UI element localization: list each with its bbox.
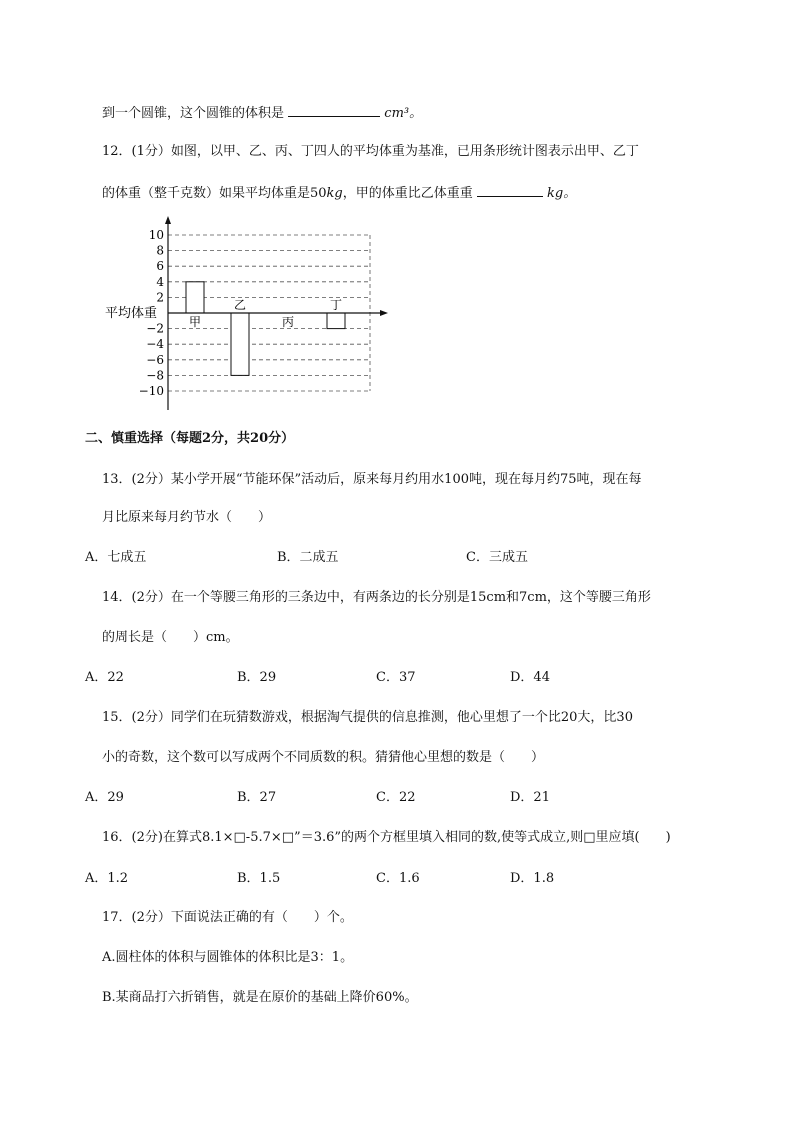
q12-kg: kg bbox=[326, 186, 343, 201]
bar bbox=[327, 313, 345, 329]
q14-option-d[interactable]: D．44 bbox=[510, 670, 550, 685]
q16-option-c[interactable]: C．1.6 bbox=[376, 871, 420, 886]
q14-option-b[interactable]: B．29 bbox=[237, 670, 277, 685]
q12-text-a: 的体重（整千克数）如果平均体重是50 bbox=[102, 186, 327, 201]
chart-bars bbox=[186, 282, 345, 376]
q11-line bbox=[102, 103, 422, 123]
q12-answer-blank[interactable] bbox=[477, 183, 543, 197]
q15-option-b[interactable]: B．27 bbox=[237, 790, 277, 805]
y-tick-label: 6 bbox=[156, 259, 164, 274]
q14-line1: 14．(2分）在一个等腰三角形的三条边中，有两条边的长分别是15cm和7cm，这个等腰三角形 bbox=[102, 590, 651, 605]
y-tick-label: 4 bbox=[156, 274, 164, 289]
q16-option-b[interactable]: B．1.5 bbox=[237, 871, 281, 886]
q14-option-a[interactable]: A．22 bbox=[85, 670, 124, 685]
q14-line2: 的周长是（ ）cm。 bbox=[102, 630, 239, 645]
q15-option-d[interactable]: D．21 bbox=[510, 790, 550, 805]
q11-unit: cm³。 bbox=[384, 106, 423, 121]
q12-unit: kg。 bbox=[547, 186, 577, 201]
q13-option-b[interactable]: B．二成五 bbox=[277, 550, 339, 565]
q16-line1: 16．(2分)在算式8.1×□-5.7×□”＝3.6”的两个方框里填入相同的数,使等式成立,则□里应填( ) bbox=[102, 830, 671, 845]
q13-option-a[interactable]: A．七成五 bbox=[85, 550, 147, 565]
q17-statement-a: A.圆柱体的体积与圆锥体的体积比是3：1。 bbox=[102, 950, 354, 965]
x-axis-arrow bbox=[380, 310, 388, 316]
y-tick-label: 2 bbox=[156, 290, 164, 305]
q17-line1: 17．(2分）下面说法正确的有（ ）个。 bbox=[102, 910, 353, 925]
q16-option-a[interactable]: A．1.2 bbox=[85, 871, 129, 886]
q12-text-c: ，甲的体重比乙体重重 bbox=[342, 186, 473, 201]
y-tick-label: −2 bbox=[146, 321, 164, 336]
y-tick-label: 8 bbox=[156, 243, 164, 258]
q12-line1: 12．(1分）如图，以甲、乙、丙、丁四人的平均体重为基准，已用条形统计图表示出甲、乙丁 bbox=[102, 144, 639, 159]
q15-line2: 小的奇数，这个数可以写成两个不同质数的积。猜猜他心里想的数是（ ） bbox=[102, 750, 545, 765]
category-label: 丙 bbox=[281, 315, 295, 329]
baseline-label: 平均体重 bbox=[105, 306, 158, 321]
q13-line2: 月比原来每月约节水（ ） bbox=[102, 510, 272, 525]
q13-option-c[interactable]: C．三成五 bbox=[466, 550, 528, 565]
y-tick-label: −4 bbox=[146, 337, 164, 352]
q12-line2 bbox=[102, 183, 576, 203]
category-label: 丁 bbox=[329, 298, 343, 312]
category-label: 甲 bbox=[188, 315, 202, 329]
q16-option-d[interactable]: D．1.8 bbox=[510, 871, 555, 886]
q15-option-c[interactable]: C．22 bbox=[376, 790, 416, 805]
q15-option-a[interactable]: A．29 bbox=[85, 790, 124, 805]
section2-title: 二、慎重选择（每题2分，共20分） bbox=[85, 431, 295, 446]
y-tick-label: −6 bbox=[146, 352, 164, 367]
q11-answer-blank[interactable] bbox=[288, 103, 380, 117]
bar bbox=[186, 282, 204, 313]
q15-line1: 15．(2分）同学们在玩猜数游戏，根据淘气提供的信息推测，他心里想了一个比20大，比30 bbox=[102, 710, 633, 725]
y-tick-label: 10 bbox=[148, 228, 164, 242]
q11-text: 到一个圆锥，这个圆锥的体积是 bbox=[102, 106, 285, 121]
weight-bar-chart bbox=[100, 214, 400, 414]
q14-option-c[interactable]: C．37 bbox=[376, 670, 416, 685]
bar bbox=[231, 313, 249, 375]
category-label: 乙 bbox=[233, 298, 247, 312]
y-tick-label: −10 bbox=[138, 384, 164, 398]
q17-statement-b: B.某商品打六折销售，就是在原价的基础上降价60%。 bbox=[102, 990, 418, 1005]
q13-line1: 13．(2分）某小学开展“节能环保”活动后，原来每月约用水100吨，现在每月约75吨，现在每 bbox=[102, 472, 642, 487]
y-tick-label: −8 bbox=[146, 368, 164, 383]
y-axis-arrow bbox=[165, 216, 171, 224]
